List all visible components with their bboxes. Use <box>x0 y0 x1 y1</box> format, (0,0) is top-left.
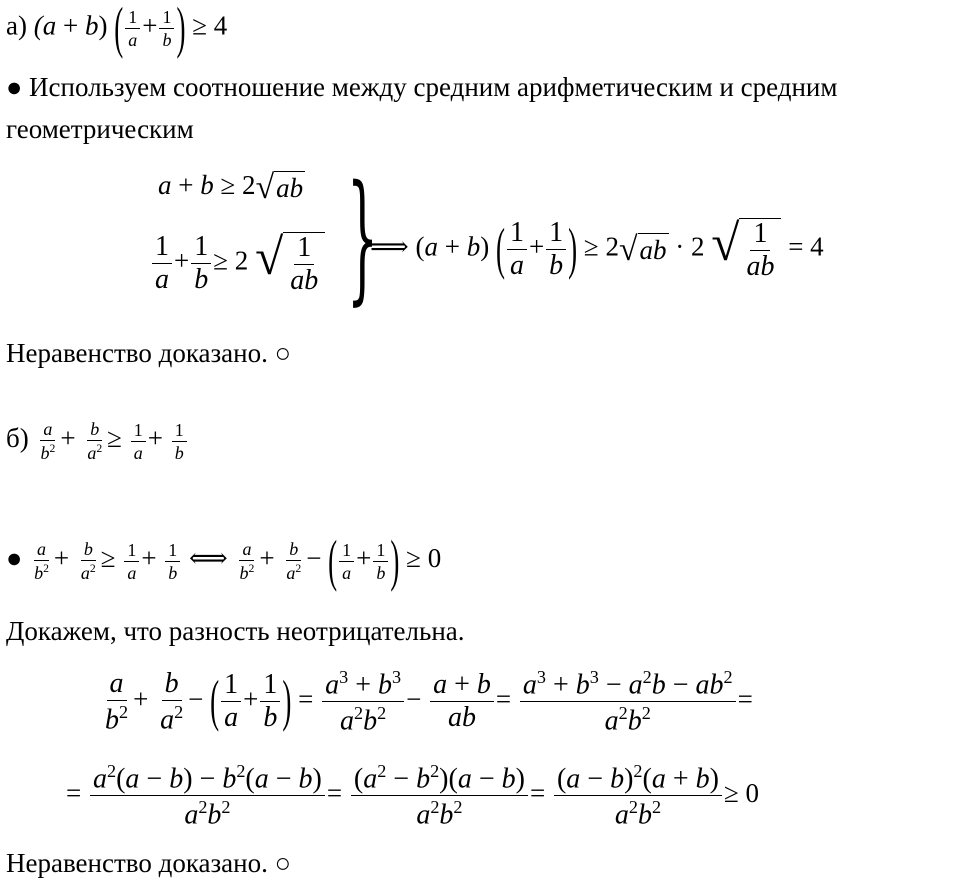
system-line-1: a + b ≥ 2 √ ab <box>158 168 304 206</box>
part-b-header: б) $\frac{a}{b^2}$ + $\frac{b}{a^2}$ ≥ $\frac{1}{a}$ + $\frac{1}{b}$ <box>6 420 189 462</box>
part-a-proved: Неравенство доказано. ○ <box>6 338 291 368</box>
part-a-bullet-text: ● Используем соотношение между средним арифметическим и средним <box>6 72 838 102</box>
part-b-equivalence: ● $\frac{a}{b^2}$ + $\frac{b}{a^2}$ ≥ $\frac{1}{a}$ + $\frac{1}{b}$ ⟺ $\frac{a}{b^2}$ + $\frac{b}{a^2}$ − ( $\frac{1}{a}$ + $\frac{1}{b}$ ) ≥ 0 <box>6 528 442 592</box>
part-a-label: а) <box>6 10 27 41</box>
calc-line-2: = $\frac{a^2(a - b) - b^2(a - b)}{a^2b^2}$ = $\frac{(a^2 - b^2)(a - b)}{a^2b^2}$ = $\frac{(a - b)^2(a + b)}{a^2b^2}$ ≥ 0 <box>66 761 760 831</box>
part-b-prove-text: Докажем, что разность неотрицательна. <box>6 616 465 646</box>
part-a-header: а) (a + b) ( $\frac{1}{a}$ + $\frac{1}{b}$ ) ≥ 4 <box>6 0 228 59</box>
part-a-bullet-text-2: геометрическим <box>6 114 194 144</box>
system-line-2: $\frac{1}{a}$ + $\frac{1}{b}$ ≥ 2 √ $\frac{1}{ab}$ <box>150 232 325 295</box>
calc-line-1: $\frac{a}{b^2}$ + $\frac{b}{a^2}$ − ( $\frac{1}{a}$ + $\frac{1}{b}$ ) = $\frac{a^3 + b^3}{a^2b^2}$ − $\frac{a + b}{ab}$ = $\frac{a^3 + b^3 - a^2b - ab^2}{a^2b^2}$ = <box>105 667 753 737</box>
system-brace: } <box>346 156 379 319</box>
part-a-conclusion: ⟹ (a + b) ( $\frac{1}{a}$ + $\frac{1}{b}$ ) ≥ 2 √ ab · 2 √ $\frac{1}{ab}$ = 4 <box>370 215 824 282</box>
part-b-proved: Неравенство доказано. ○ <box>6 848 291 878</box>
